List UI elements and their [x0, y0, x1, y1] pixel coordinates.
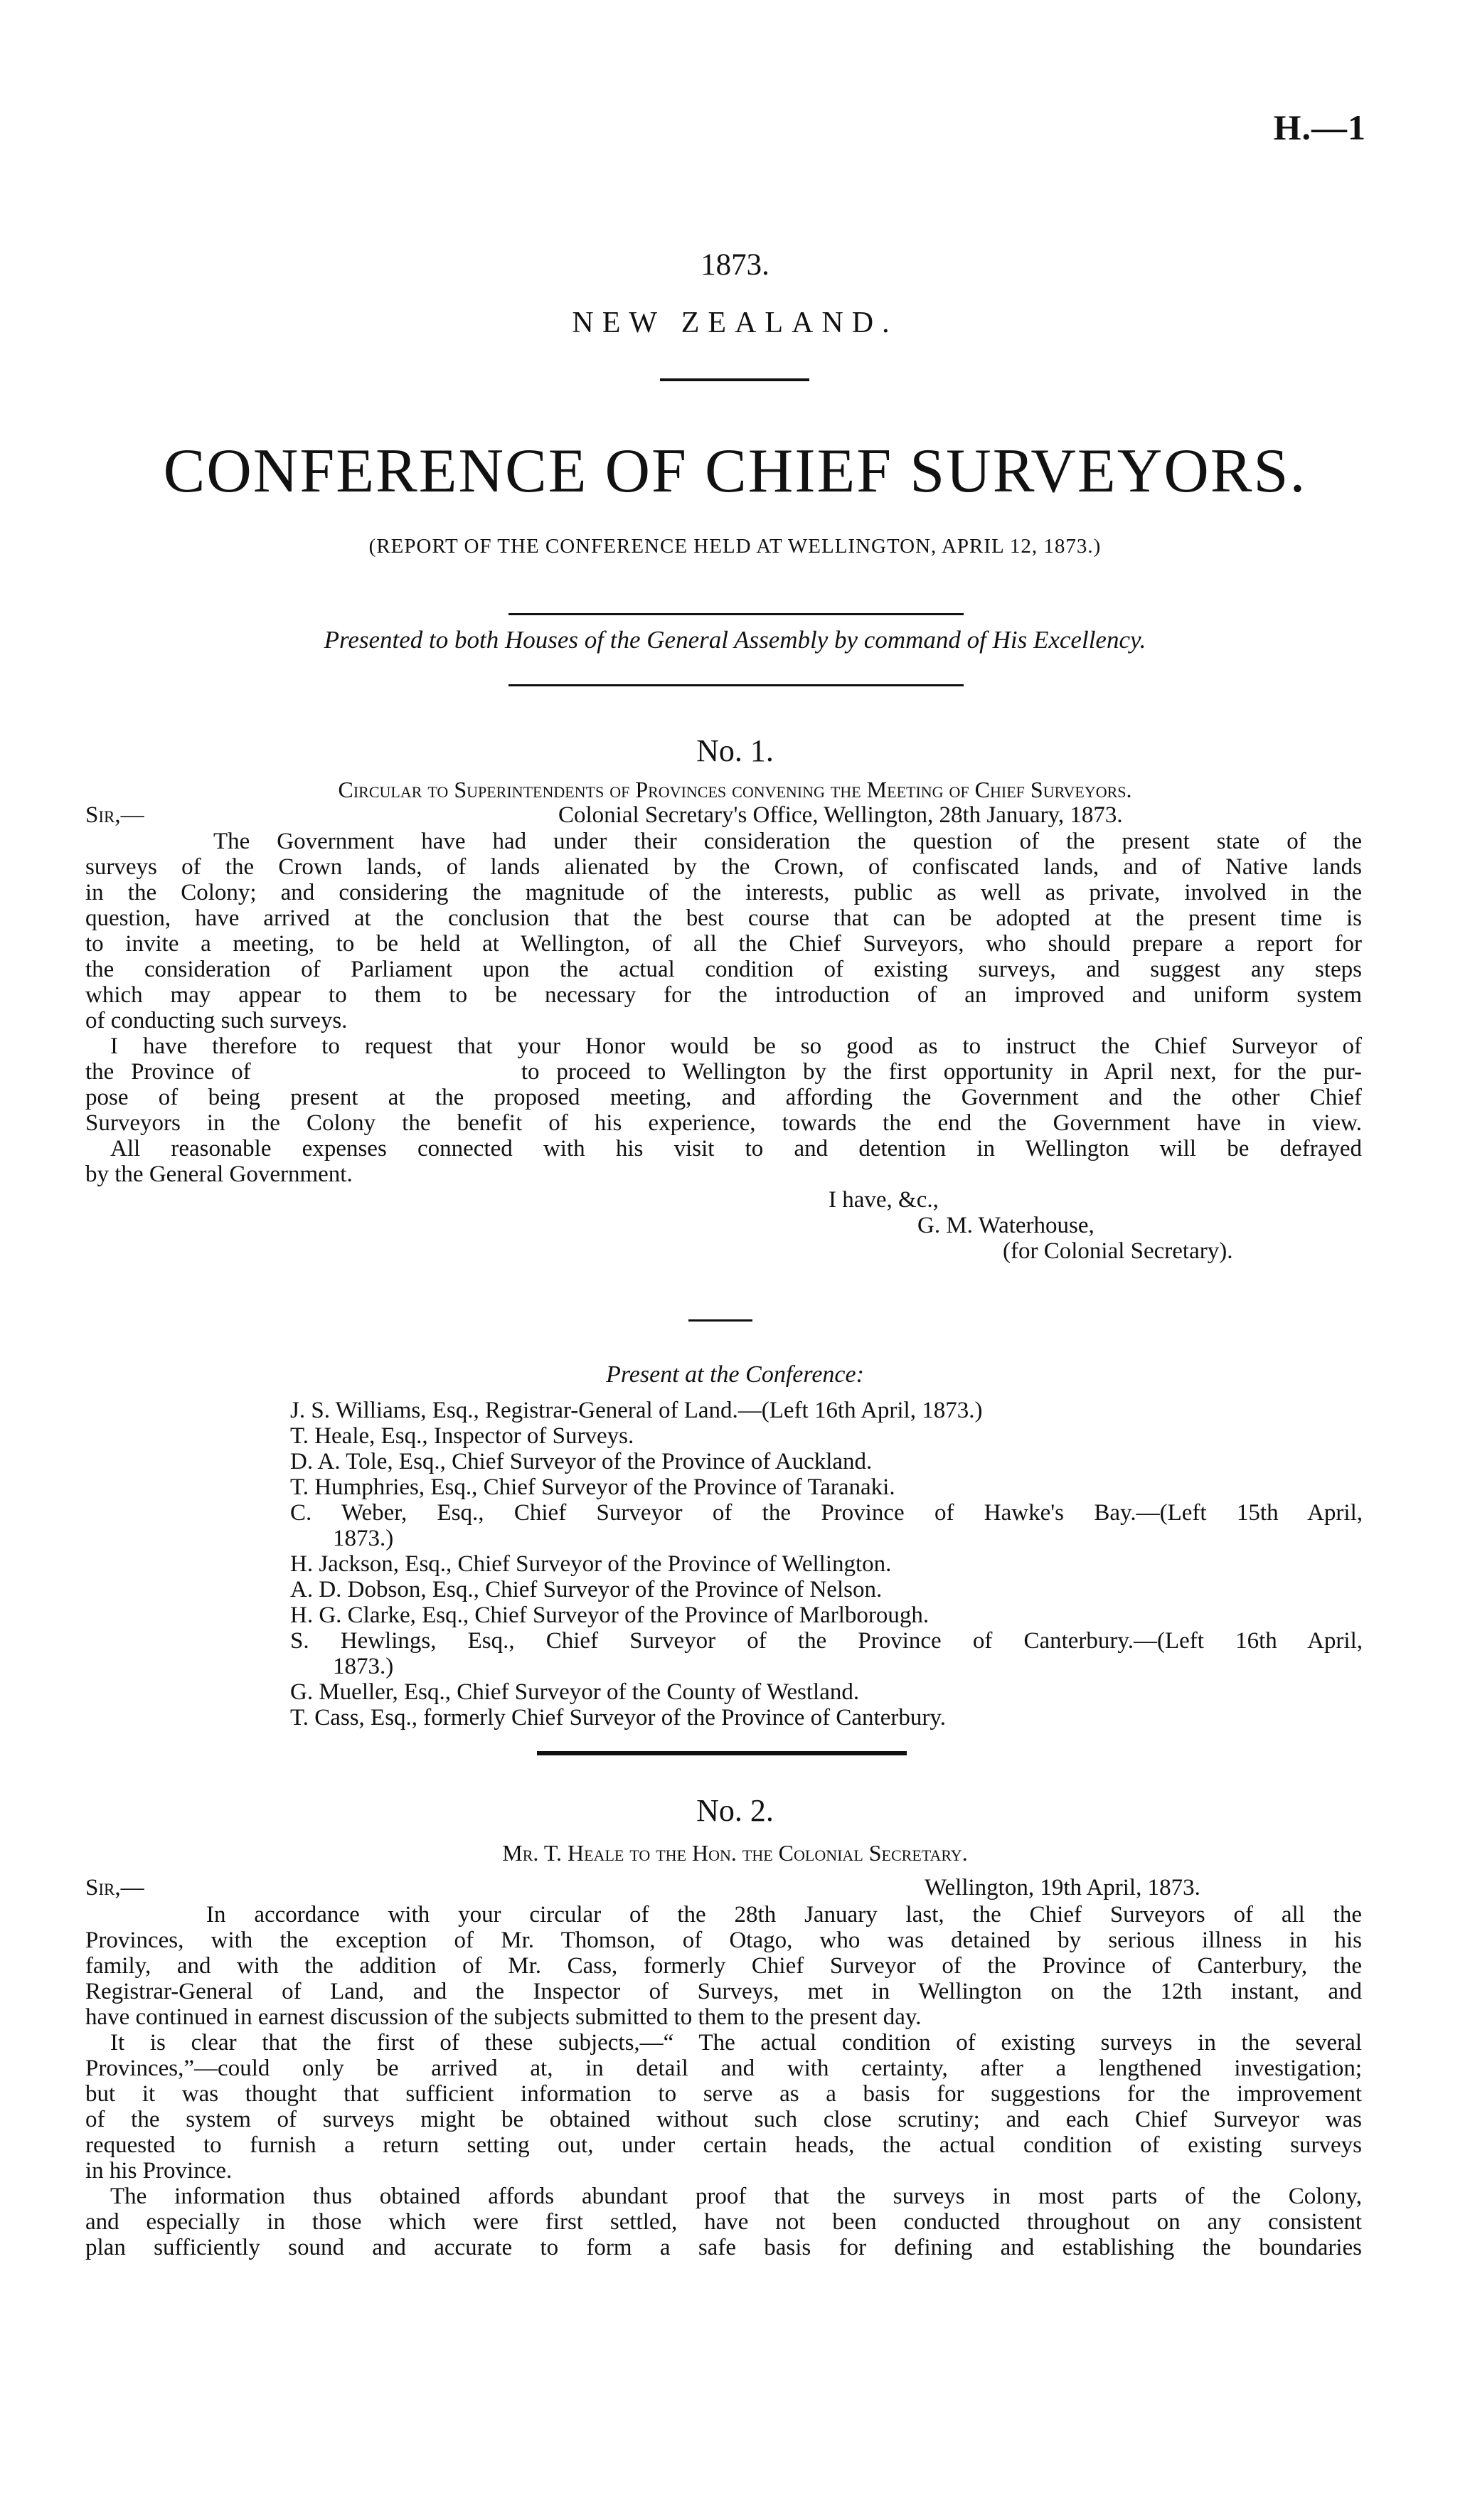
doc1-line: The Government have had under their consideration the question of the present state of the [213, 829, 1362, 854]
doc2-line: and especially in those which were first settled, have not been conducted throughout on any consistent [85, 2209, 1362, 2235]
attendee-line: G. Mueller, Esq., Chief Surveyor of the County of Westland. [290, 1679, 860, 1705]
attendee-line: H. G. Clarke, Esq., Chief Surveyor of the Province of Marlborough. [290, 1602, 930, 1628]
doc1-line: by the General Government. [85, 1161, 353, 1187]
doc1-number: No. 1. [696, 733, 774, 768]
doc1-dateline: Colonial Secretary's Office, Wellington, 28th January, 1873. [558, 802, 1123, 828]
doc1-line: I have therefore to request that your Honor would be so good as to instruct the Chief Surveyor of [110, 1033, 1362, 1059]
doc2-line: family, and with the addition of Mr. Cass, formerly Chief Surveyor of the Province of Canterbury, the [85, 1953, 1362, 1979]
attendee-line: J. S. Williams, Esq., Registrar-General of Land.—(Left 16th April, 1873.) [290, 1398, 983, 1423]
presented-top-rule [508, 613, 964, 615]
attendee-line: S. Hewlings, Esq., Chief Surveyor of the Province of Canterbury.—(Left 16th April, [290, 1628, 1363, 1654]
doc1-line: to invite a meeting, to be held at Wellington, of all the Chief Surveyors, who should prepare a report for [85, 931, 1362, 957]
doc1-line: question, have arrived at the conclusion that the best course that can be adopted at the present time is [85, 905, 1362, 931]
doc2-line: It is clear that the first of these subjects,—“ The actual condition of existing surveys in the several [110, 2030, 1362, 2056]
section-divider [688, 1319, 752, 1322]
doc2-line: plan sufficiently sound and accurate to form a safe basis for defining and establishing the boundaries [85, 2235, 1362, 2260]
publication-year: 1873. [701, 248, 769, 282]
presented-note: Presented to both Houses of the General Assembly by command of His Excellency. [324, 626, 1146, 654]
document-title: CONFERENCE OF CHIEF SURVEYORS. [163, 437, 1307, 506]
doc2-dateline: Wellington, 19th April, 1873. [925, 1875, 1200, 1900]
attendee-line: H. Jackson, Esq., Chief Surveyor of the Province of Wellington. [290, 1551, 892, 1577]
doc1-line: Surveyors in the Colony the benefit of his experience, towards the end the Government have in view. [85, 1110, 1362, 1136]
doc1-line: the Province of to proceed to Wellington by the first opportunity in April next, for the pur- [85, 1059, 1362, 1085]
doc2-line: Provinces,”—could only be arrived at, in detail and with certainty, after a lengthened investigation; [85, 2056, 1362, 2081]
doc2-line: of the system of surveys might be obtained without such close scrutiny; and each Chief Surveyor was [85, 2107, 1362, 2132]
doc2-line: The information thus obtained affords abundant proof that the surveys in most parts of the Colony, [110, 2184, 1362, 2209]
doc1-line: which may appear to them to be necessary for the introduction of an improved and uniform system [85, 982, 1362, 1008]
country-heading: NEW ZEALAND. [572, 307, 898, 339]
doc1-line: surveys of the Crown lands, of lands alienated by the Crown, of confiscated lands, and of Native lands [85, 854, 1362, 880]
doc1-line: of conducting such surveys. [85, 1008, 348, 1033]
present-heading: Present at the Conference: [606, 1361, 864, 1388]
doc2-caption: Mr. T. Heale to the Hon. the Colonial Secretary. [502, 1840, 968, 1866]
attendee-line: C. Weber, Esq., Chief Surveyor of the Province of Hawke's Bay.—(Left 15th April, [290, 1500, 1363, 1526]
doc1-line: the consideration of Parliament upon the actual condition of existing surveys, and suggest any steps [85, 957, 1362, 982]
doc2-line: Registrar-General of Land, and the Inspector of Surveys, met in Wellington on the 12th instant, and [85, 1979, 1362, 2004]
doc1-closing: I have, &c., [829, 1187, 939, 1213]
doc2-line: Provinces, with the exception of Mr. Thomson, of Otago, who was detained by serious illness in his [85, 1928, 1362, 1953]
attendee-line: A. D. Dobson, Esq., Chief Surveyor of the Province of Nelson. [290, 1577, 883, 1602]
doc2-number: No. 2. [696, 1793, 774, 1828]
doc2-line: requested to furnish a return setting out, under certain heads, the actual condition of existing surveys [85, 2132, 1362, 2158]
doc2-line: In accordance with your circular of the 28th January last, the Chief Surveyors of all the [206, 1902, 1362, 1928]
doc2-line: have continued in earnest discussion of the subjects submitted to them to the present day. [85, 2004, 922, 2030]
presented-bottom-rule [508, 684, 964, 686]
doc2-line: but it was thought that sufficient information to serve as a basis for suggestions for the improvement [85, 2081, 1362, 2107]
attendee-line: T. Cass, Esq., formerly Chief Surveyor of the Province of Canterbury. [290, 1705, 946, 1730]
doc1-signature: G. M. Waterhouse, [917, 1213, 1094, 1238]
doc1-salutation: Sir,— [85, 802, 144, 828]
attendee-line: 1873.) [333, 1526, 394, 1551]
doc2-salutation: Sir,— [85, 1875, 144, 1900]
attendee-line: T. Humphries, Esq., Chief Surveyor of the Province of Taranaki. [290, 1474, 895, 1500]
doc2-line: in his Province. [85, 2158, 233, 2184]
doc1-signature-role: (for Colonial Secretary). [1003, 1238, 1233, 1264]
doc1-line: All reasonable expenses connected with his visit to and detention in Wellington will be defrayed [110, 1136, 1362, 1161]
title-divider [660, 378, 809, 381]
document-separator [537, 1751, 907, 1755]
attendee-line: T. Heale, Esq., Inspector of Surveys. [290, 1423, 634, 1449]
doc1-caption: Circular to Superintendents of Provinces convening the Meeting of Chief Surveyors. [338, 777, 1132, 802]
doc1-line: in the Colony; and considering the magnitude of the interests, public as well as private, involved in the [85, 880, 1362, 905]
attendee-line: D. A. Tole, Esq., Chief Surveyor of the Province of Auckland. [290, 1449, 873, 1474]
document-subtitle: (REPORT OF THE CONFERENCE HELD AT WELLINGTON, APRIL 12, 1873.) [368, 535, 1102, 558]
attendee-line: 1873.) [333, 1654, 394, 1679]
page-identifier: H.—1 [1273, 107, 1366, 147]
doc1-line: pose of being present at the proposed meeting, and affording the Government and the other Chief [85, 1085, 1362, 1110]
